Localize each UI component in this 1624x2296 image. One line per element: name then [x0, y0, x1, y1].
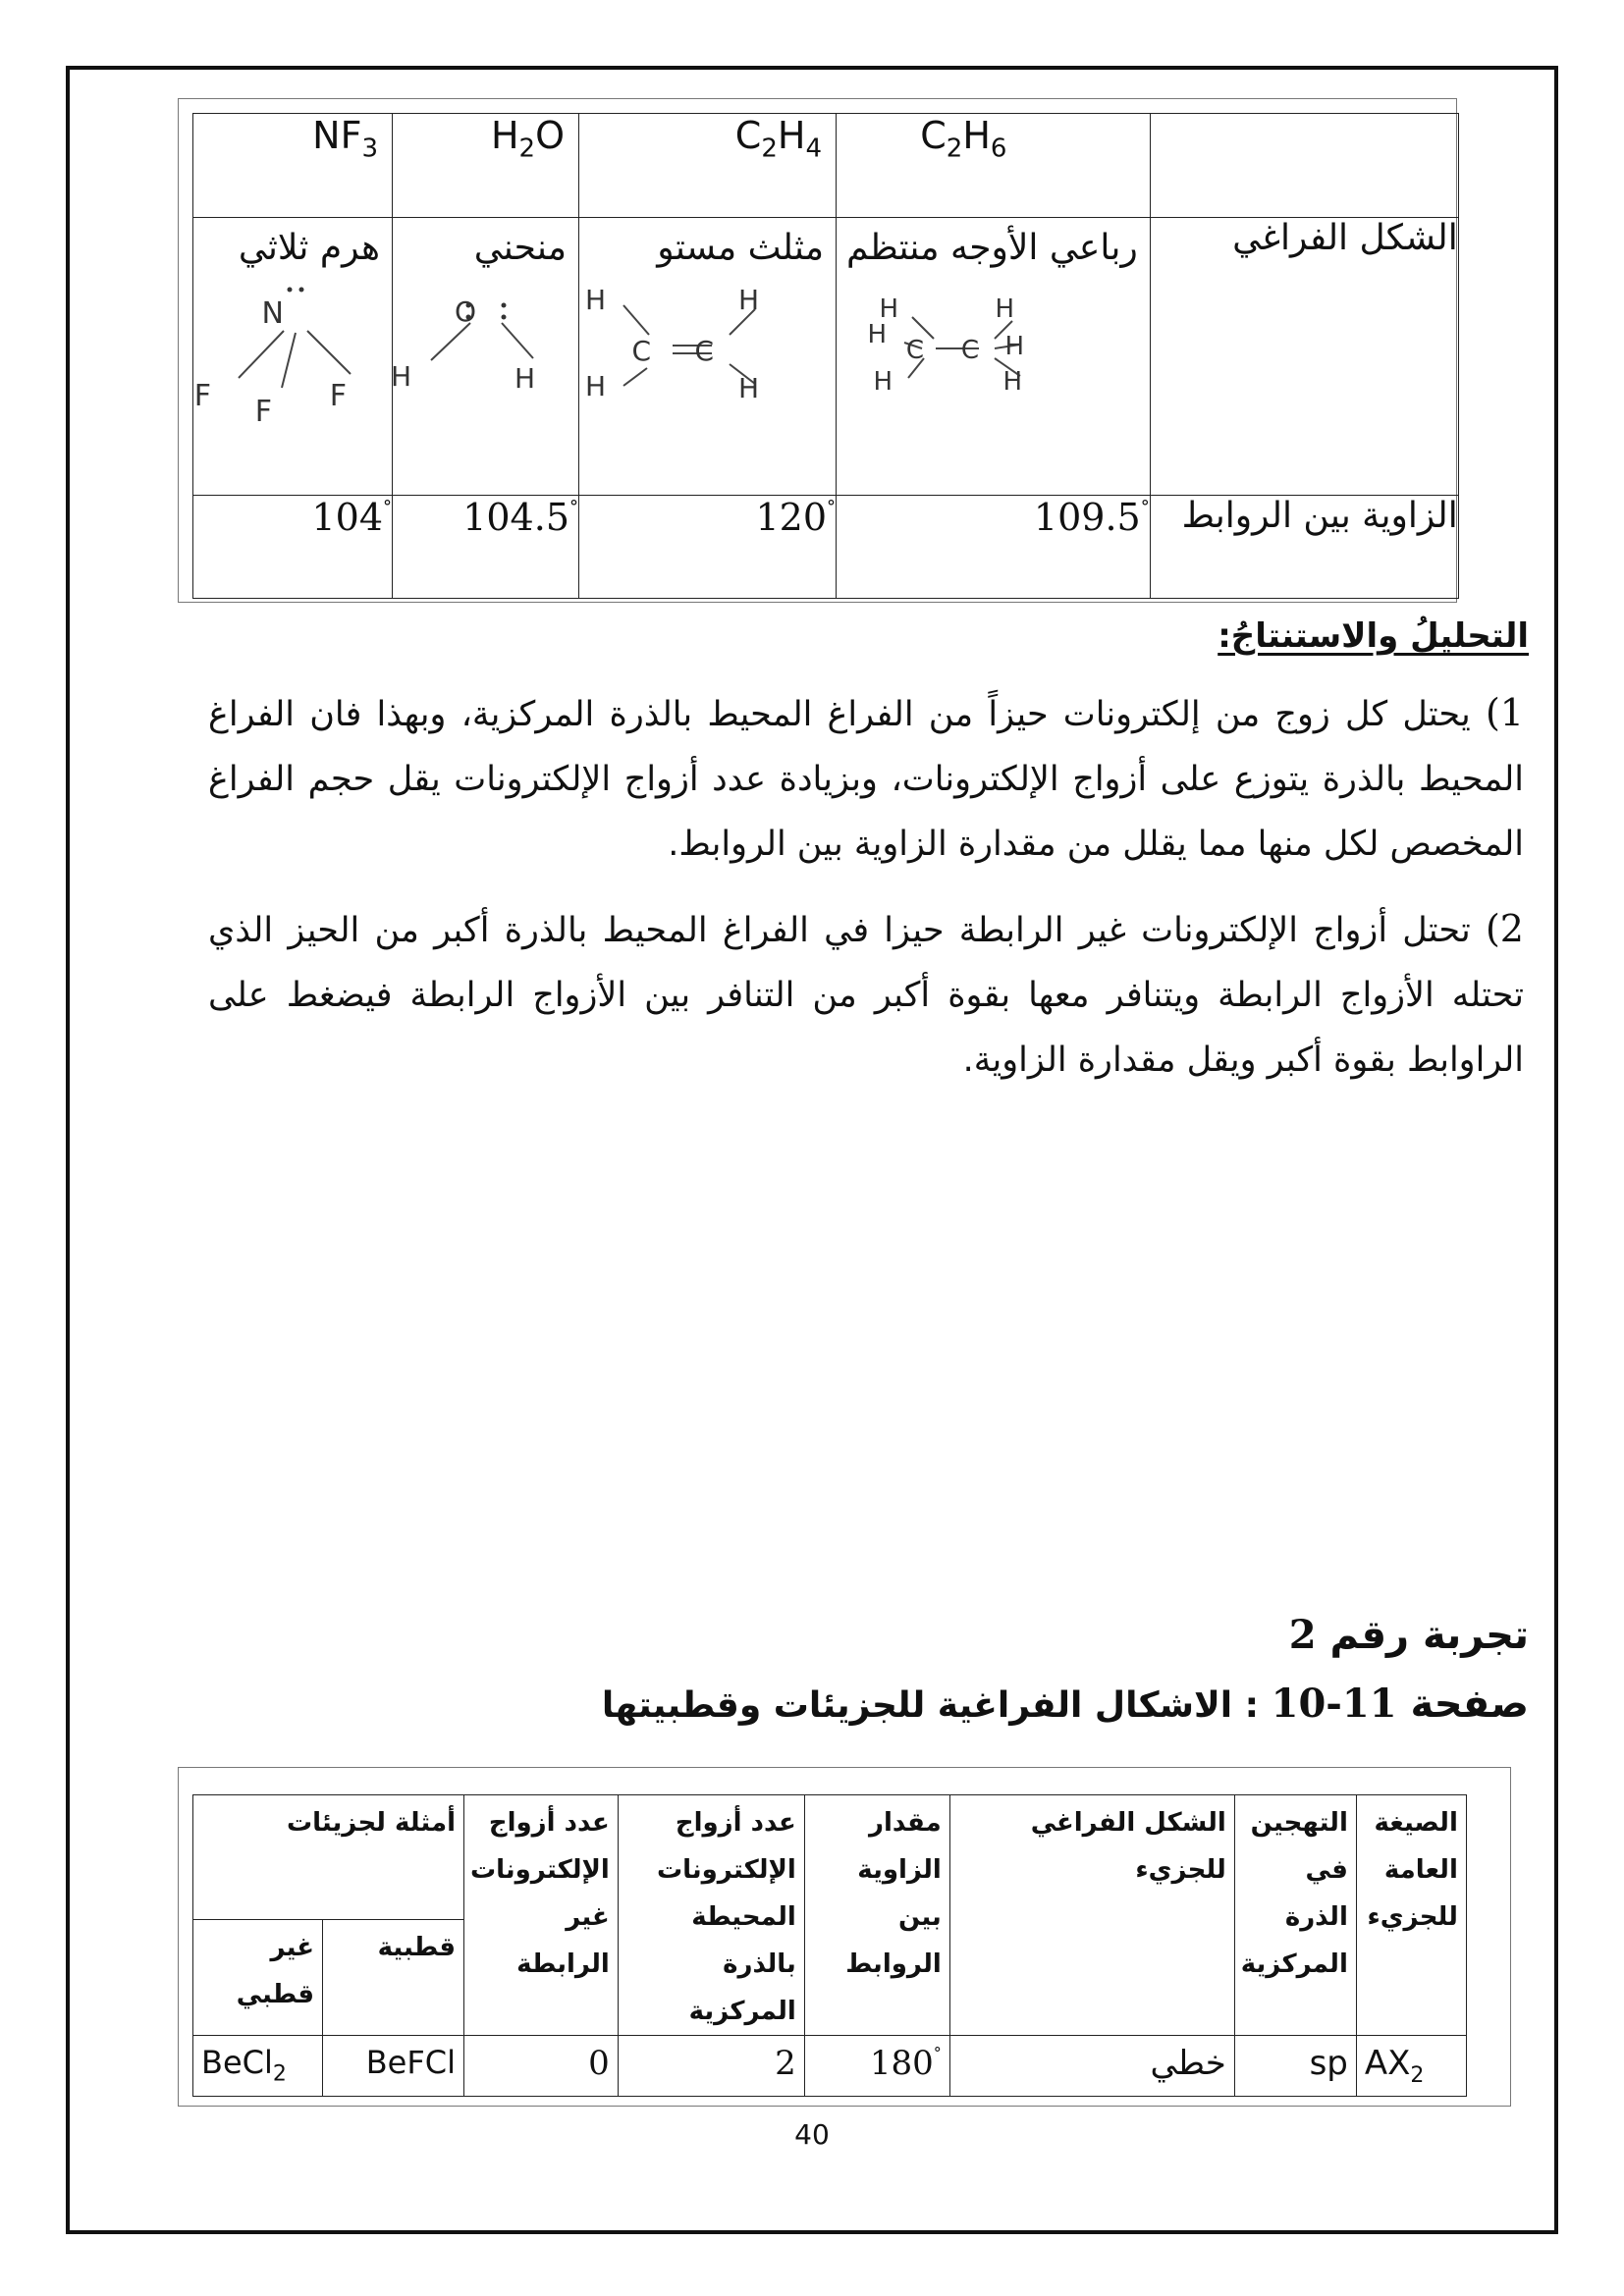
header-hybridization: التهجين في الذرة المركزية [1234, 1795, 1356, 2036]
cell-general-formula: $AX_2$ [1356, 2036, 1466, 2097]
svg-text:F: F [254, 395, 272, 429]
svg-text:F: F [329, 379, 347, 413]
header-molecule-examples: أمثلة لجزيئات [193, 1795, 464, 1920]
formula-c2h4: $C_2H_4$ [579, 114, 837, 218]
page-number: 40 [794, 2118, 830, 2151]
ethane-structure-diagram [865, 280, 1120, 417]
angle-row-label: الزاوية بين الروابط [1150, 496, 1458, 599]
svg-text:F: F [193, 379, 211, 413]
analysis-heading: التحليلُ والاستنتاجُ: [1218, 616, 1529, 656]
formula-h2o: $H_2O$ [393, 114, 579, 218]
header-polar: قطبية [323, 1919, 464, 2035]
cell-electron-pairs: 2 [618, 2036, 804, 2097]
svg-text:H: H [584, 370, 606, 402]
svg-text:O: O [454, 295, 476, 328]
cell-bond-angle: 180° [804, 2036, 949, 2097]
molecular-shapes-table [192, 113, 1459, 599]
header-bond-angle: مقدار الزاوية بين الروابط [804, 1795, 949, 2036]
svg-text:H: H [1002, 367, 1023, 397]
experiment-title: تجربة رقم 2 [1288, 1612, 1529, 1658]
header-electron-pairs: عدد أزواج الإلكترونات المحيطة بالذرة المركزية [618, 1795, 804, 2036]
ammonia-trifluoride-structure-diagram [193, 280, 386, 429]
header-general-formula: الصيغة العامة للجزيء [1356, 1795, 1466, 2036]
formula-nf3: $NF_3$ [193, 114, 393, 218]
water-structure-diagram [390, 280, 574, 417]
svg-text:H: H [514, 362, 535, 395]
analysis-paragraph-1: 1) يحتل كل زوج من إلكترونات حيزاً من الفراغ المحيط بالذرة المركزية، وبهذا فان الفراغ المحيط بالذرة يتوزع على أزواج الإلكترونات، وبزيادة عدد أزواج الإلكترونات يقل حجم الفراغ المخصص لكل منها مما يقلل من مقدارة الزاوية بين الروابط. [208, 691, 1524, 864]
shape-cell-nf3: هرم ثلاثي N F F F [193, 218, 393, 496]
svg-text:H: H [867, 320, 888, 349]
angle-c2h4: 120° [579, 496, 837, 599]
shape-cell-h2o: منحني O H H [393, 218, 579, 496]
formula-c2h6: $C_2H_6$ [837, 114, 1151, 218]
formula-row [193, 114, 1459, 218]
svg-text:C: C [906, 336, 925, 365]
svg-text:C: C [693, 335, 714, 367]
svg-text:C: C [630, 335, 651, 367]
angle-nf3: 104° [193, 496, 393, 599]
polarity-table [192, 1794, 1467, 2097]
svg-text:C: C [961, 336, 980, 365]
svg-text:H: H [584, 284, 606, 316]
shape-cell-c2h6: رباعي الأوجه منتظم H H H C C H H H [837, 218, 1151, 496]
header-lone-pairs: عدد أزواج الإلكترونات غير الرابطة [464, 1795, 619, 2036]
header-nonpolar: غير قطبي [193, 1919, 323, 2035]
table2-data-row [193, 2036, 1467, 2097]
cell-nonpolar-example: BeCl$_2$ [193, 2036, 323, 2097]
analysis-paragraph-2: 2) تحتل أزواج الإلكترونات غير الرابطة حيزا في الفراغ المحيط بالذرة أكبر من الحيز الذي تحتله الأزواج الرابطة ويتنافر معها بقوة أكبر من التنافر بين الأزواج الرابطة فيضغط على الراوابط بقوة أكبر ويقل مقدارة الزاوية. [208, 907, 1524, 1080]
svg-text:H: H [737, 284, 759, 316]
cell-polar-example: BeFCl [323, 2036, 464, 2097]
cell-hybridization: sp [1234, 2036, 1356, 2097]
ethene-structure-diagram [584, 280, 826, 417]
header-empty-cell [1150, 114, 1458, 218]
svg-text:H: H [1004, 332, 1025, 361]
angle-row [193, 496, 1459, 599]
shape-cell-c2h4: مثلث مستو H H C C H H [579, 218, 837, 496]
angle-h2o: 104.5° [393, 496, 579, 599]
cell-molecular-shape: خطي [949, 2036, 1234, 2097]
header-molecular-shape: الشكل الفراغي للجزيء [949, 1795, 1234, 2036]
svg-text:H: H [390, 360, 411, 393]
cell-lone-pairs: 0 [464, 2036, 619, 2097]
table2-header-row-1 [193, 1795, 1467, 1920]
svg-text:H: H [995, 294, 1015, 324]
angle-c2h6: 109.5° [837, 496, 1151, 599]
svg-text:H: H [879, 294, 899, 324]
svg-text:H: H [873, 367, 893, 397]
experiment-subtitle: صفحة 10-11 : الاشكال الفراغية للجزيئات وقطبيتها [601, 1681, 1529, 1727]
svg-text:N: N [261, 296, 284, 331]
svg-text:H: H [737, 372, 759, 404]
shape-row [193, 218, 1459, 496]
shape-row-label: الشكل الفراغي [1150, 218, 1458, 496]
